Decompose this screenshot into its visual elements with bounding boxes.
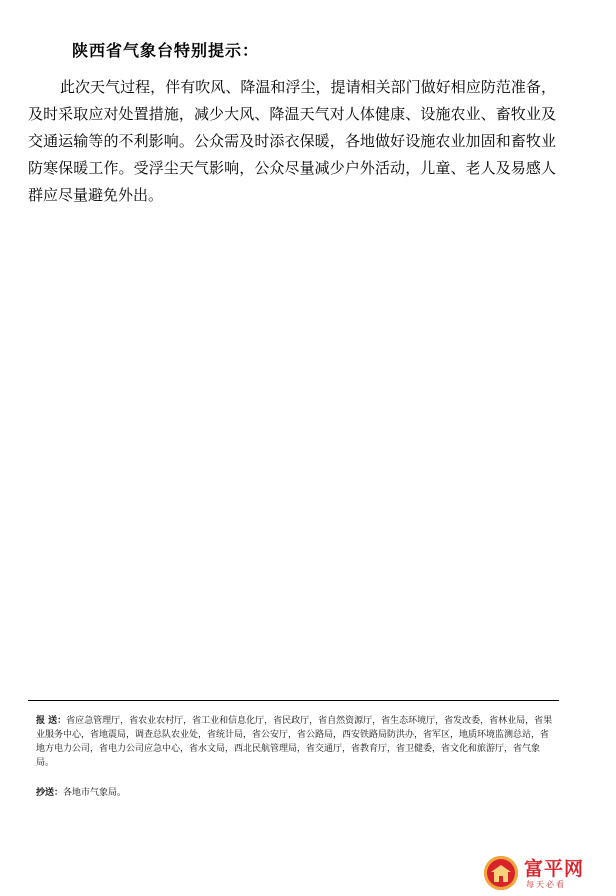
report-to-list: 省应急管理厅，省农业农村厅，省工业和信息化厅，省民政厅，省自然资源厅，省生态环境厅，省发改委，省林业局，省果业服务中心，省地震局，调查总队农业处，省统计局，省公安厅，省公路局，西安铁路局防洪办，省军区，地质环境监测总站，省地方电力公司，省电力公司应急中心，省水文局，西北民航管理局，省交通厅，省教育厅，省卫健委，省文化和旅游厅，省气象局。 bbox=[36, 716, 553, 768]
notice-body: 此次天气过程，伴有吹风、降温和浮尘，提请相关部门做好相应防范准备，及时采取应对处置措施，减少大风、降温天气对人体健康、设施农业、畜牧业及交通运输等的不利影响。公众需及时添衣保暖，各地做好设施农业加固和畜牧业防寒保暖工作。受浮尘天气影响，公众尽量减少户外活动，儿童、老人及易感人群应尽量避免外出。 bbox=[28, 78, 556, 204]
cc-block bbox=[36, 786, 126, 800]
building-logo-icon bbox=[484, 856, 518, 890]
watermark-slogan: 每天必看 bbox=[526, 880, 566, 889]
notice-heading: 陕西省气象台特别提示： bbox=[72, 41, 260, 60]
cc-list: 各地市气象局。 bbox=[63, 788, 127, 798]
site-watermark bbox=[484, 852, 612, 892]
report-to-label: 报 送： bbox=[36, 716, 67, 726]
report-to-block bbox=[36, 714, 554, 770]
divider-line bbox=[28, 700, 559, 701]
watermark-name: 富平网 bbox=[524, 858, 585, 880]
cc-label: 抄送： bbox=[36, 788, 64, 798]
